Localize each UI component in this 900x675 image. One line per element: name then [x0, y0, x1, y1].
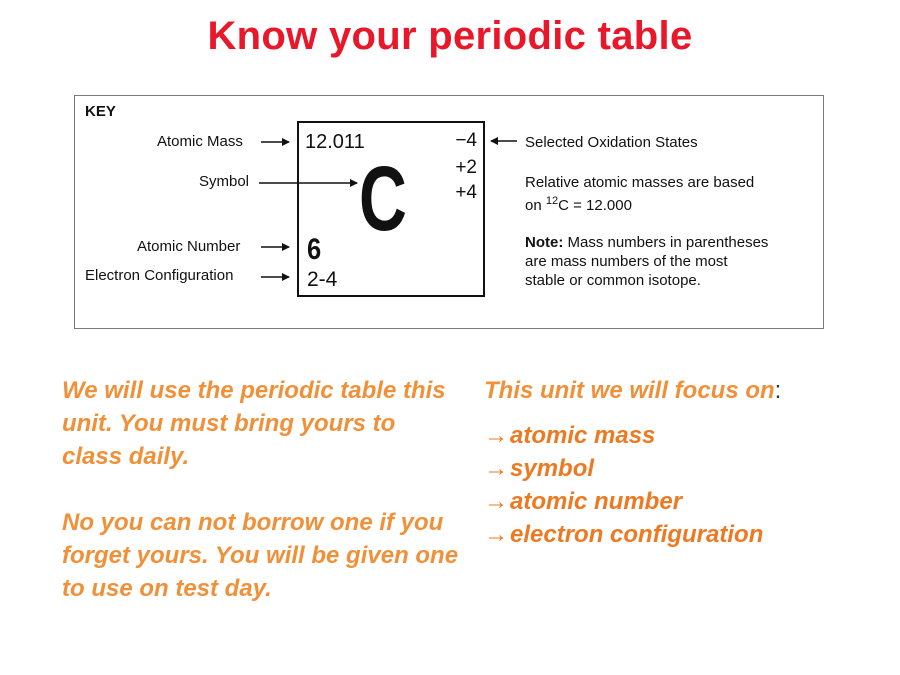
key-heading: KEY: [85, 103, 116, 120]
note-line1: [525, 233, 768, 252]
oxidation-state: −4: [455, 130, 477, 151]
right-arrow-icon: →: [484, 455, 508, 482]
element-symbol: C: [359, 148, 406, 250]
right-arrow-icon: →: [484, 488, 508, 515]
bring-table-paragraph: We will use the periodic table this unit. You must bring yours to class daily.: [62, 377, 446, 470]
mass-numbers-note: [525, 233, 768, 290]
atomic-number-label: Atomic Number: [137, 238, 241, 255]
atomic-mass-label: Atomic Mass: [157, 133, 243, 150]
focus-heading-text: This unit we will focus on: [484, 377, 775, 404]
focus-list: [484, 419, 884, 551]
note-text1: Mass numbers in parentheses: [563, 234, 769, 251]
focus-heading-colon: :: [774, 377, 782, 404]
focus-item-label: atomic number: [510, 488, 683, 515]
focus-column: [484, 374, 884, 551]
carbon-isotope-superscript: 12: [545, 195, 559, 207]
note-bold: Note:: [525, 234, 564, 251]
note-line2: are mass numbers of the most: [525, 253, 728, 270]
oxidation-states-label: Selected Oxidation States: [525, 134, 698, 151]
focus-item: [484, 518, 884, 551]
instructions-column: [62, 374, 462, 605]
focus-item-label: symbol: [510, 455, 595, 482]
focus-item-label: atomic mass: [510, 422, 656, 449]
relative-masses-prefix: on: [525, 197, 546, 214]
relative-masses-note: [525, 173, 754, 215]
relative-masses-line1: Relative atomic masses are based: [525, 174, 755, 191]
focus-item: [484, 452, 884, 485]
right-arrow-icon: →: [484, 422, 508, 449]
element-atomic-number: 6: [307, 233, 322, 266]
electron-configuration-label: Electron Configuration: [85, 267, 234, 284]
note-line3: stable or common isotope.: [525, 272, 701, 289]
relative-masses-suffix: C = 12.000: [558, 197, 632, 214]
relative-masses-line2: [525, 192, 754, 215]
page-title: Know your periodic table: [207, 14, 693, 58]
oxidation-state: +4: [455, 182, 477, 203]
right-arrow-icon: →: [484, 521, 508, 548]
focus-item-label: electron configuration: [510, 521, 764, 548]
focus-heading: [484, 374, 884, 407]
oxidation-state: +2: [455, 157, 477, 178]
symbol-label: Symbol: [199, 173, 250, 190]
focus-item: [484, 485, 884, 518]
element-mass: 12.011: [305, 131, 365, 153]
element-electron-configuration: 2-4: [307, 268, 338, 291]
focus-item: [484, 419, 884, 452]
key-box: [74, 95, 824, 329]
borrow-paragraph: No you can not borrow one if you forget yours. You will be given one to use on test day.: [62, 509, 459, 602]
